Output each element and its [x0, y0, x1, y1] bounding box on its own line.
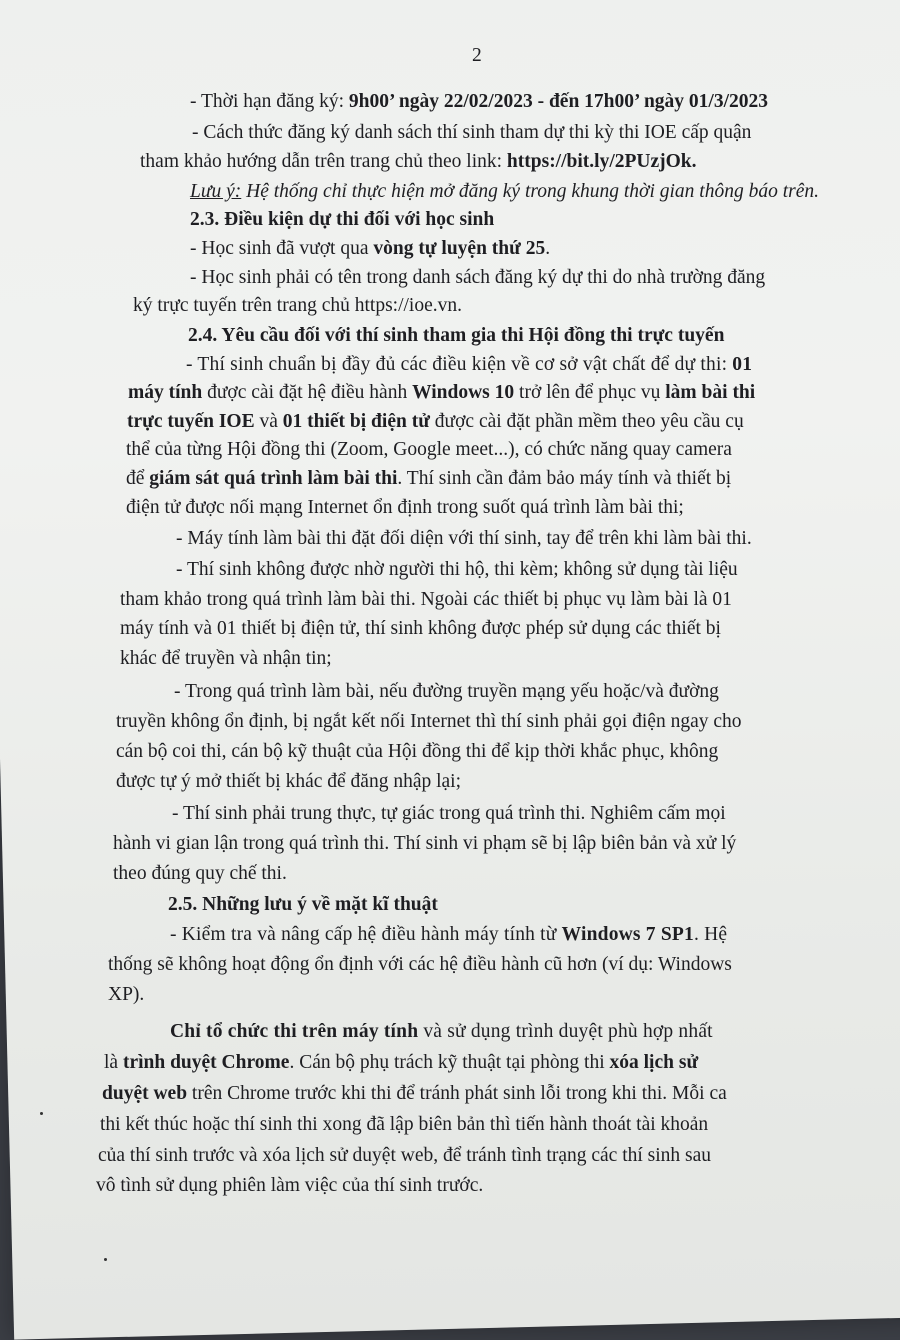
- registration-link[interactable]: https://bit.ly/2PUzjOk.: [506, 151, 697, 172]
- registration-deadline: - Thời hạn đăng ký: 9h00’ ngày 22/02/2023 - đến 17h00’ ngày 01/3/2023: [190, 91, 768, 112]
- s25-p1-line-2: thống sẽ không hoạt động ổn định với các hệ điều hành cũ hơn (ví dụ: Windows: [108, 954, 732, 975]
- speck-mark: [104, 1258, 107, 1261]
- s24-p3-line-2: tham khảo trong quá trình làm bài thi. Ngoài các thiết bị phục vụ làm bài là 01: [120, 589, 732, 610]
- s25-p2-line-3: duyệt web trên Chrome trước khi thi để tránh phát sinh lỗi trong khi thi. Mỗi ca: [102, 1083, 727, 1104]
- registration-method-line-1: - Cách thức đăng ký danh sách thí sinh tham dự thi kỳ thi IOE cấp quận: [192, 122, 752, 143]
- s25-p2-line-4: thi kết thúc hoặc thí sinh thi xong đã lập biên bản thì tiến hành thoát tài khoản: [100, 1114, 709, 1135]
- s24-p4-line-2: truyền không ổn định, bị ngắt kết nối Internet thì thí sinh phải gọi điện ngay cho: [116, 711, 742, 732]
- s24-p5-line-3: theo đúng quy chế thi.: [113, 863, 287, 884]
- s24-p5-line-2: hành vi gian lận trong quá trình thi. Thí sinh vi phạm sẽ bị lập biên bản và xử lý: [113, 833, 737, 854]
- s24-p3-line-1: - Thí sinh không được nhờ người thi hộ, thi kèm; không sử dụng tài liệu: [176, 559, 738, 580]
- s25-p1-line-1: - Kiểm tra và nâng cấp hệ điều hành máy tính từ Windows 7 SP1. Hệ: [170, 924, 728, 945]
- s24-p1-line-1: - Thí sinh chuẩn bị đầy đủ các điều kiện về cơ sở vật chất để dự thi: 01: [186, 354, 753, 375]
- s25-p2-line-2: là trình duyệt Chrome. Cán bộ phụ trách kỹ thuật tại phòng thi xóa lịch sử: [104, 1052, 699, 1073]
- s25-p1-line-3: XP).: [108, 984, 145, 1005]
- s24-p4-line-3: cán bộ coi thi, cán bộ kỹ thuật của Hội đồng thi để kịp thời khắc phục, không: [116, 741, 719, 762]
- s24-p4-line-4: được tự ý mở thiết bị khác để đăng nhập lại;: [116, 771, 462, 792]
- s24-p1-line-6: điện tử được nối mạng Internet ổn định trong suốt quá trình làm bài thi;: [126, 497, 684, 518]
- s24-p5-line-1: - Thí sinh phải trung thực, tự giác trong quá trình thi. Nghiêm cấm mọi: [172, 803, 726, 824]
- s24-p3-line-4: khác để truyền và nhận tin;: [120, 648, 332, 669]
- s24-p1-line-5: để giám sát quá trình làm bài thi. Thí sinh cần đảm bảo máy tính và thiết bị: [126, 468, 732, 489]
- section-2-3-heading: 2.3. Điều kiện dự thi đối với học sinh: [190, 209, 495, 230]
- s24-p1-line-2: máy tính được cài đặt hệ điều hành Windows 10 trở lên để phục vụ làm bài thi: [128, 382, 756, 403]
- section-2-3-item-1: - Học sinh đã vượt qua vòng tự luyện thứ 25.: [190, 238, 551, 259]
- s24-p4-line-1: - Trong quá trình làm bài, nếu đường truyền mạng yếu hoặc/và đường: [174, 681, 719, 702]
- section-2-3-item-2-line-1: - Học sinh phải có tên trong danh sách đăng ký dự thi do nhà trường đăng: [190, 267, 766, 288]
- s25-p2-line-5: của thí sinh trước và xóa lịch sử duyệt web, để tránh tình trạng các thí sinh sau: [98, 1145, 712, 1166]
- section-2-3-item-2-line-2: ký trực tuyến trên trang chủ https://ioe.vn.: [133, 295, 462, 316]
- speck-mark: [40, 1112, 43, 1115]
- s24-p3-line-3: máy tính và 01 thiết bị điện tử, thí sinh không được phép sử dụng các thiết bị: [120, 618, 721, 639]
- s25-p2-line-1: Chỉ tổ chức thi trên máy tính và sử dụng trình duyệt phù hợp nhất: [170, 1021, 713, 1042]
- note: Lưu ý: Hệ thống chỉ thực hiện mở đăng ký trong khung thời gian thông báo trên.: [190, 181, 820, 202]
- registration-method-line-2: tham khảo hướng dẫn trên trang chủ theo link: https://bit.ly/2PUzjOk.: [140, 151, 697, 172]
- s24-p1-line-4: thể của từng Hội đồng thi (Zoom, Google meet...), có chức năng quay camera: [126, 439, 732, 460]
- page-number: 2: [472, 45, 482, 66]
- section-2-4-heading: 2.4. Yêu cầu đối với thí sinh tham gia thi Hội đồng thi trực tuyến: [188, 325, 725, 346]
- s24-p2: - Máy tính làm bài thi đặt đối diện với thí sinh, tay để trên khi làm bài thi.: [176, 528, 752, 549]
- s25-p2-line-6: vô tình sử dụng phiên làm việc của thí sinh trước.: [96, 1175, 484, 1196]
- s24-p1-line-3: trực tuyến IOE và 01 thiết bị điện tử được cài đặt phần mềm theo yêu cầu cụ: [127, 411, 744, 432]
- section-2-5-heading: 2.5. Những lưu ý về mặt kĩ thuật: [168, 894, 438, 915]
